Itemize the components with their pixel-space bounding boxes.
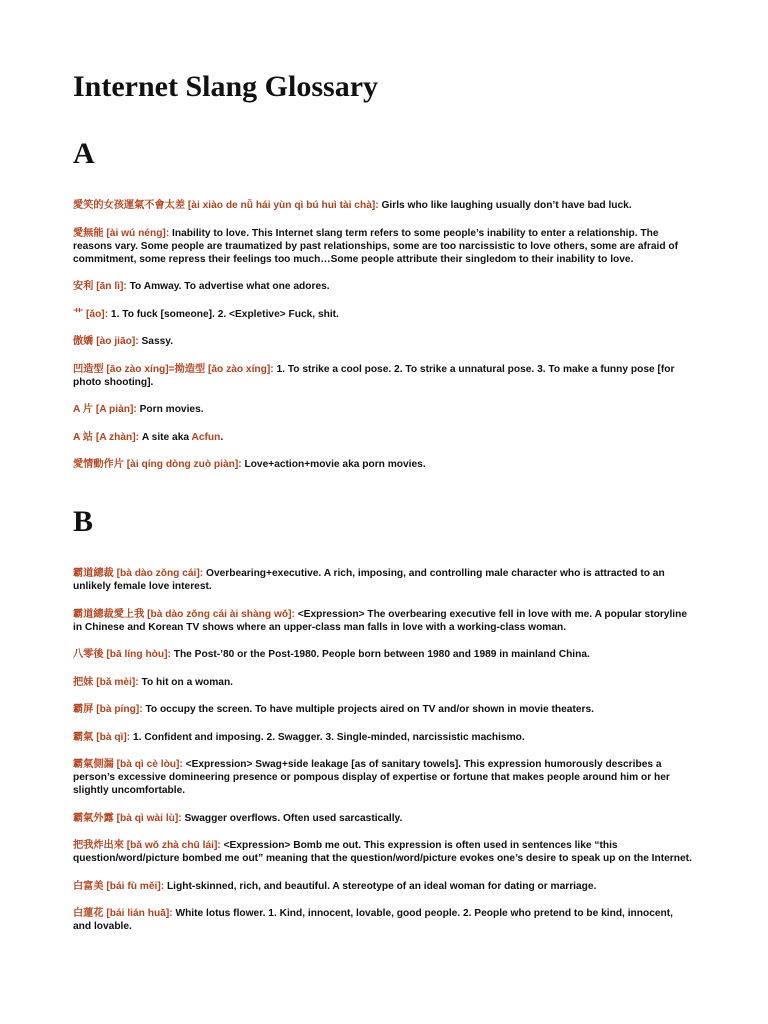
entry-term: A 片 [A piàn]: — [73, 404, 137, 415]
glossary-entry — [73, 363, 693, 389]
entry-term: 安利 [ān lì]: — [73, 281, 127, 292]
glossary-entry — [73, 676, 693, 689]
page-title: Internet Slang Glossary — [73, 70, 379, 103]
entry-definition: 1. Confident and imposing. 2. Swagger. 3. Single-minded, narcissistic machismo. — [130, 731, 525, 743]
section-b — [73, 567, 693, 948]
glossary-entry — [73, 227, 693, 266]
entry-definition: The Post-’80 or the Post-1980. People born between 1980 and 1989 in mainland China. — [170, 649, 590, 660]
entry-definition: Overbearing+executive. A rich, imposing, and controlling male character who is attracted to an unlikely female love interest. — [73, 568, 665, 592]
glossary-entry — [73, 403, 693, 416]
glossary-entry — [73, 703, 693, 716]
glossary-entry — [73, 907, 693, 933]
entry-term: 八零後 [bā líng hòu]: — [73, 649, 171, 660]
entry-term: 凹造型 [āo zào xíng]=拗造型 [ǎo zào xíng]: — [73, 363, 274, 375]
entry-term: 霸屏 [bà píng]: — [73, 704, 143, 715]
entry-definition: Inability to love. This Internet slang term refers to some people’s inability to enter a relationship. The reasons vary. Some people are traumatized by past relationships, some are too narcissistic to love others, some are afraid of commitment, some repress their feelings too much…Some people attribute their singledom to their inability to love. — [73, 227, 679, 265]
glossary-entry — [73, 280, 693, 293]
entry-term: 愛笑的女孩運氣不會太差 [ài xiào de nǚ hái yùn qì bú huì tài chà]: — [73, 200, 379, 211]
entry-definition: Sassy. — [138, 336, 174, 347]
glossary-entry — [73, 199, 693, 212]
entry-term: 愛無能 [ài wú néng]: — [73, 227, 170, 239]
entry-definition: Light-skinned, rich, and beautiful. A stereotype of an ideal woman for dating or marriage. — [164, 880, 597, 892]
entry-term: 霸道總裁 [bà dào zǒng cái]: — [73, 568, 204, 579]
entry-term: 霸氣外露 [bà qì wài lù]: — [73, 812, 182, 824]
entry-definition: To occupy the screen. To have multiple projects aired on TV and/or shown in movie theaters. — [142, 704, 594, 715]
glossary-entry — [73, 812, 693, 825]
glossary-entry — [73, 758, 693, 797]
entry-term: 傲嬌 [ào jiāo]: — [73, 336, 139, 347]
entry-definition: Girls who like laughing usually don’t have bad luck. — [378, 200, 632, 211]
glossary-entry — [73, 458, 693, 471]
entry-definition: <Expression> The overbearing executive fell in love with me. A popular storyline in Chinese and Korean TV shows where an upper-class man falls in love with a working-class woman. — [73, 608, 688, 633]
entry-definition: <Expression> Bomb me out. This expression is often used in sentences like “this question/word/picture bombed me out” meaning that the question/word/picture evokes one’s desire to speak up on the Internet. — [73, 840, 692, 864]
entry-term: 霸道總裁愛上我 [bà dào zǒng cái ài shàng wǒ]: — [73, 608, 295, 620]
section-heading-b: B — [73, 505, 94, 538]
entry-term: 霸氣 [bà qì]: — [73, 731, 131, 743]
glossary-entry — [73, 608, 693, 634]
glossary-entry — [73, 431, 693, 444]
entry-definition: To Amway. To advertise what one adores. — [126, 281, 330, 292]
glossary-entry — [73, 308, 693, 321]
acfun-link[interactable]: Acfun — [191, 431, 221, 443]
entry-definition: To hit on a woman. — [138, 676, 233, 688]
glossary-entry — [73, 731, 693, 744]
entry-term: 霸氣側漏 [bà qì cè lòu]: — [73, 759, 183, 770]
glossary-entry — [73, 648, 693, 661]
entry-definition: Love+action+movie aka porn movies. — [241, 459, 426, 470]
entry-definition: <Expression> Swag+side leakage [as of sanitary towels]. This expression humorously describes a person’s excessive domineering presence or pompous display of expertise or fortune that makes people around him or her slightly uncomfortable. — [73, 759, 670, 796]
glossary-entry — [73, 335, 693, 348]
entry-term: 把妹 [bǎ mèi]: — [73, 676, 139, 688]
entry-term: 白蓮花 [bái lián huā]: — [73, 908, 173, 919]
glossary-entry — [73, 567, 693, 593]
entry-definition: Porn movies. — [136, 404, 204, 415]
entry-definition-end: . — [220, 431, 224, 443]
entry-term: 愛情動作片 [ài qíng dòng zuò piàn]: — [73, 459, 242, 470]
glossary-entry — [73, 880, 693, 893]
glossary-entry — [73, 839, 693, 865]
entry-term: A 站 [A zhàn]: — [73, 431, 140, 443]
entry-definition: A site aka — [139, 431, 192, 443]
entry-term: ⺾ [ǎo]: — [73, 308, 109, 320]
entry-definition: Swagger overflows. Often used sarcastically. — [181, 812, 403, 824]
entry-term: 白富美 [bái fù měi]: — [73, 880, 165, 892]
entry-definition: White lotus flower. 1. Kind, innocent, lovable, good people. 2. People who pretend to be kind, innocent, and lovable. — [73, 908, 673, 932]
section-a — [73, 199, 693, 486]
entry-definition: 1. To fuck [someone]. 2. <Expletive> Fuck, shit. — [108, 308, 339, 320]
entry-term: 把我炸出來 [bǎ wǒ zhà chū lái]: — [73, 840, 221, 851]
section-heading-a: A — [73, 137, 95, 170]
entry-definition: 1. To strike a cool pose. 2. To strike a unnatural pose. 3. To make a funny pose [for photo shooting]. — [73, 363, 675, 388]
